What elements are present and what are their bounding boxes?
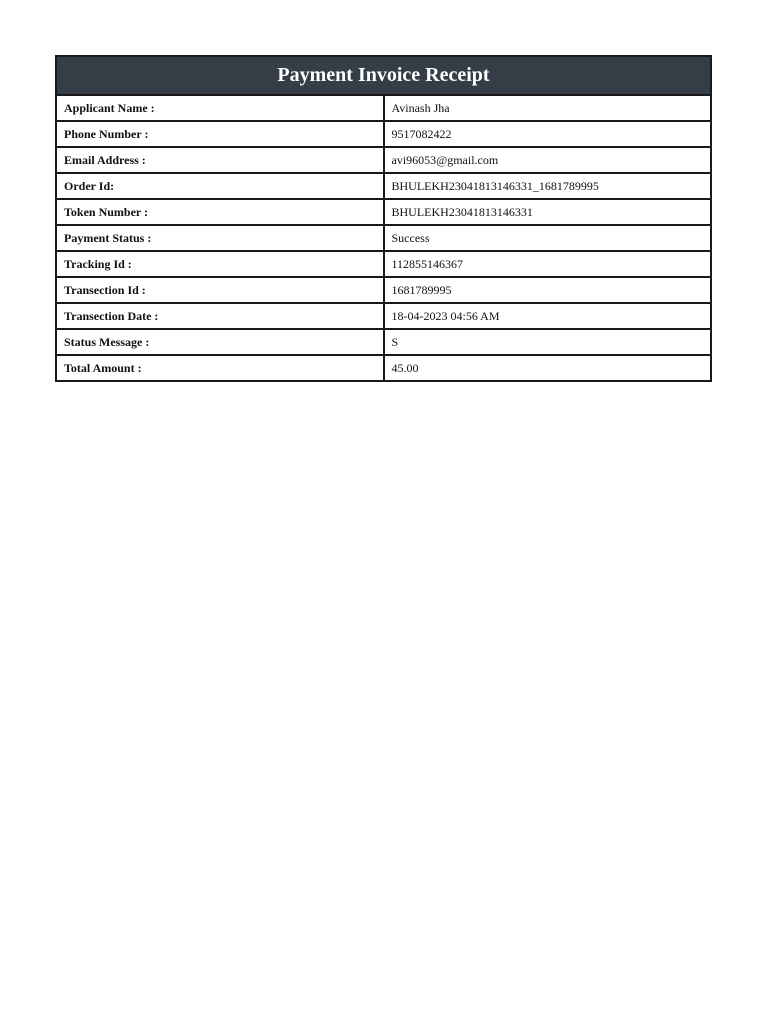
phone-number-label: Phone Number : (56, 121, 384, 147)
payment-receipt-table (55, 55, 712, 382)
tracking-id-label: Tracking Id : (56, 251, 384, 277)
row-status-message (56, 329, 711, 355)
row-transection-date (56, 303, 711, 329)
phone-number-value: 9517082422 (384, 121, 712, 147)
applicant-name-value: Avinash Jha (384, 95, 712, 121)
total-amount-label: Total Amount : (56, 355, 384, 381)
row-payment-status (56, 225, 711, 251)
email-address-label: Email Address : (56, 147, 384, 173)
row-email-address (56, 147, 711, 173)
order-id-value: BHULEKH23041813146331_1681789995 (384, 173, 712, 199)
transection-date-label: Transection Date : (56, 303, 384, 329)
row-applicant-name (56, 95, 711, 121)
receipt-header-row (56, 56, 711, 95)
row-tracking-id (56, 251, 711, 277)
row-transection-id (56, 277, 711, 303)
row-order-id (56, 173, 711, 199)
email-address-value: avi96053@gmail.com (384, 147, 712, 173)
transection-id-label: Transection Id : (56, 277, 384, 303)
status-message-label: Status Message : (56, 329, 384, 355)
token-number-value: BHULEKH23041813146331 (384, 199, 712, 225)
status-message-value: S (384, 329, 712, 355)
tracking-id-value: 112855146367 (384, 251, 712, 277)
token-number-label: Token Number : (56, 199, 384, 225)
receipt-title: Payment Invoice Receipt (56, 56, 711, 95)
row-phone-number (56, 121, 711, 147)
row-token-number (56, 199, 711, 225)
row-total-amount (56, 355, 711, 381)
total-amount-value: 45.00 (384, 355, 712, 381)
payment-status-label: Payment Status : (56, 225, 384, 251)
transection-date-value: 18-04-2023 04:56 AM (384, 303, 712, 329)
applicant-name-label: Applicant Name : (56, 95, 384, 121)
order-id-label: Order Id: (56, 173, 384, 199)
transection-id-value: 1681789995 (384, 277, 712, 303)
payment-status-value: Success (384, 225, 712, 251)
